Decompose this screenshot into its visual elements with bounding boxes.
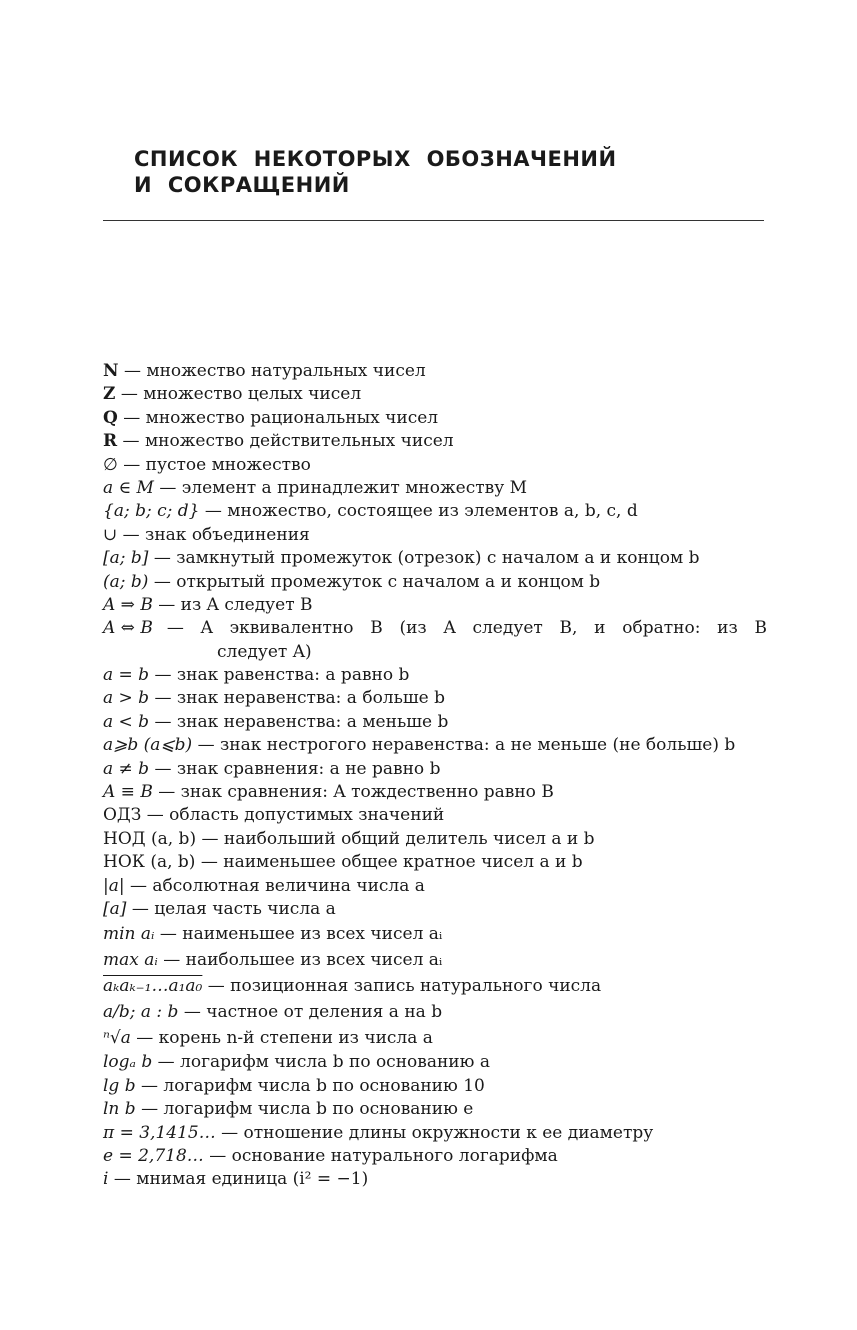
entry-text: — элемент a принадлежит множеству M (159, 477, 528, 498)
entry-symbol: lg b (103, 1075, 136, 1096)
list-item (103, 617, 767, 664)
list-item (103, 1168, 767, 1191)
entry-symbol: a ∈ M (103, 477, 154, 498)
list-item (103, 851, 767, 874)
list-item (103, 781, 767, 804)
list-item (103, 999, 767, 1025)
entry-continuation: следует A) (217, 641, 312, 662)
entry-text: — корень n-й степени из числа a (136, 1028, 433, 1049)
entry-text: — отношение длины окружности к ее диаметру (221, 1122, 654, 1143)
entry-text: — знак неравенства: a больше b (154, 688, 446, 709)
entry-text: — знак нестрогого неравенства: a не меньше (не больше) b (197, 735, 736, 756)
entry-text: — из A следует B (158, 594, 313, 615)
entry-text: — логарифм числа b по основанию a (157, 1052, 490, 1073)
entry-symbol: ln b (103, 1099, 136, 1120)
entry-text: — мнимая единица (i² = −1) (113, 1169, 369, 1190)
list-item (103, 594, 767, 617)
list-item (103, 571, 767, 594)
list-item (103, 383, 767, 406)
entry-symbol: a < b (103, 711, 150, 732)
entry-text: — наименьшее общее кратное чисел a и b (200, 852, 583, 873)
list-item (103, 804, 767, 827)
list-item (103, 500, 767, 523)
list-item (103, 430, 767, 453)
list-item (103, 1051, 767, 1074)
list-item (103, 524, 767, 547)
list-item (103, 1098, 767, 1121)
entry-text: — наименьшее из всех чисел aᵢ (159, 924, 443, 945)
entry-text: — A эквивалентно B (из A следует B, и обратно: из B (166, 618, 767, 639)
list-item (103, 828, 767, 851)
entry-text: — множество рациональных чисел (123, 407, 439, 428)
entry-text: — множество целых чисел (120, 384, 362, 405)
entry-text: — открытый промежуток с началом a и концом b (153, 571, 601, 592)
entry-text: — знак сравнения: a не равно b (154, 758, 441, 779)
entry-text: — знак сравнения: A тождественно равно B (158, 782, 554, 803)
entry-symbol: a⩾b (a⩽b) (103, 735, 193, 756)
entry-symbol: e = 2,718… (103, 1145, 204, 1166)
entry-symbol: Q (103, 407, 118, 428)
entry-symbol: R (103, 431, 118, 452)
entry-symbol: a > b (103, 688, 150, 709)
entry-symbol: НОД (a, b) (103, 828, 197, 849)
entry-text: — целая часть числа a (131, 898, 336, 919)
title-line-2: И СОКРАЩЕНИЙ (134, 173, 350, 197)
list-item (103, 477, 767, 500)
list-item (103, 1075, 767, 1098)
entry-symbol: i (103, 1169, 109, 1190)
title-line-1: СПИСОК НЕКОТОРЫХ ОБОЗНАЧЕНИЙ (134, 147, 617, 171)
entry-text: — логарифм числа b по основанию e (141, 1099, 474, 1120)
list-item (103, 687, 767, 710)
entry-symbol: {a; b; c; d} (103, 501, 200, 522)
entry-text: — знак неравенства: a меньше b (154, 711, 449, 732)
list-item (103, 360, 767, 383)
entry-symbol: A ⇒ B (103, 594, 153, 615)
list-item (103, 454, 767, 477)
entry-text: — множество действительных чисел (122, 431, 454, 452)
entry-symbol: ∅ (103, 454, 118, 475)
entry-text: — область допустимых значений (146, 805, 445, 826)
list-item (103, 1122, 767, 1145)
entry-text: — основание натурального логарифма (209, 1145, 558, 1166)
list-item (103, 1025, 767, 1051)
entry-text: — множество натуральных чисел (123, 361, 426, 381)
entry-symbol: Z (103, 384, 116, 405)
list-item (103, 711, 767, 734)
list-item (103, 1145, 767, 1168)
entry-symbol: π = 3,1415… (103, 1122, 216, 1143)
entry-text: — логарифм числа b по основанию 10 (141, 1075, 485, 1096)
entry-symbol: aₖaₖ₋₁…a₁a₀ (103, 976, 203, 997)
entry-text: — знак объединения (122, 524, 310, 545)
entry-symbol: [a] (103, 898, 127, 919)
entry-symbol: ОДЗ (103, 805, 142, 826)
entry-symbol: a = b (103, 665, 150, 686)
entry-text: — знак равенства: a равно b (154, 665, 410, 686)
entry-symbol: ⁿ√a (103, 1028, 131, 1049)
entry-text: — абсолютная величина числа a (130, 875, 425, 896)
entry-symbol: a ≠ b (103, 758, 150, 779)
entry-text: — пустое множество (123, 454, 311, 475)
title-divider (103, 220, 764, 221)
entry-text: — частное от деления a на b (183, 1002, 443, 1023)
entry-text: — наибольшее из всех чисел aᵢ (163, 950, 443, 971)
entry-symbol: logₐ b (103, 1052, 153, 1073)
list-item (103, 547, 767, 570)
entry-text: — замкнутый промежуток (отрезок) с началом a и концом b (153, 548, 700, 569)
list-item (103, 664, 767, 687)
list-item (103, 407, 767, 430)
entry-symbol: min aᵢ (103, 924, 155, 945)
entry-symbol: A ≡ B (103, 782, 153, 803)
entry-symbol: a/b; a : b (103, 1002, 179, 1023)
entry-symbol: [a; b] (103, 548, 149, 569)
entry-symbol: ∪ (103, 524, 118, 545)
list-item (103, 947, 767, 973)
entry-symbol: max aᵢ (103, 950, 158, 971)
entry-symbol: НОК (a, b) (103, 852, 196, 873)
list-item (103, 734, 767, 757)
entry-symbol: N (103, 361, 119, 381)
list-item (103, 875, 767, 898)
entry-text: — наибольший общий делитель чисел a и b (201, 828, 595, 849)
page-title (134, 146, 734, 198)
list-item (103, 973, 767, 999)
list-item (103, 921, 767, 947)
notation-list (103, 360, 767, 1192)
list-item (103, 898, 767, 921)
entry-symbol: A ⇔ B (103, 618, 153, 639)
entry-symbol: (a; b) (103, 571, 149, 592)
entry-text: — множество, состоящее из элементов a, b, c, d (204, 501, 638, 522)
list-item (103, 758, 767, 781)
entry-symbol: |a| (103, 875, 125, 896)
entry-text: — позиционная запись натурального числа (207, 976, 602, 997)
